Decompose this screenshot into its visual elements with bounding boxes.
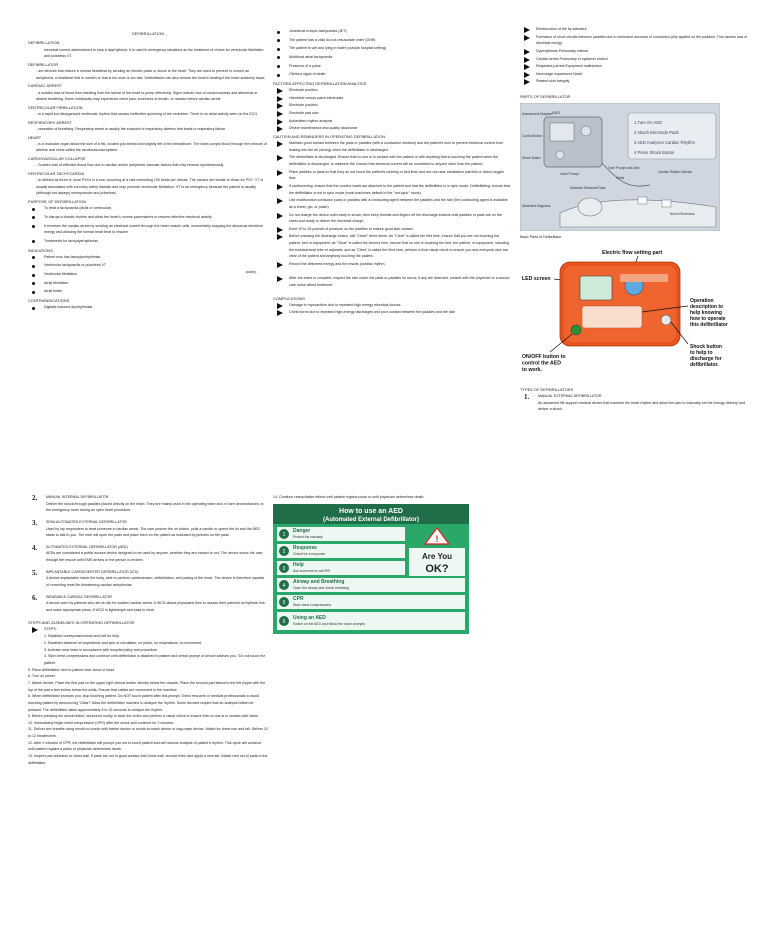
list-item: Do not charge the device until ready to shock; then keep thumbs and fingers off the discharge buttons until paddles or pads are on the chest and ready to deliver the electrical charge. [277, 212, 510, 225]
list-item: To treat a tachycardia (atrial or ventricular) [32, 205, 268, 212]
svg-text:5: 5 [282, 599, 286, 606]
list-item: Place paddles or pads so that they do not touch the patient's clothing or bed linen and are not near medication patches or direct oxygen flow. [277, 169, 510, 182]
list-item: It reverses the cardiac arrest by sending an electrical current through the heart muscle cells, momentarily stopping the abnormal electrical energy and allowing the normal heart beat to resume [32, 223, 268, 236]
step-14: 14. Continue resuscitative efforts until patient regains pulse or until physician determines death. [273, 495, 425, 499]
poster-step [277, 595, 465, 609]
list-item: Atrial flutter [32, 288, 268, 295]
text-respiratory-arrest: - cessation of breathing. Respiratory arrest is usually the endpoint of respiratory distress that leads to respiratory failure. [36, 126, 227, 131]
list-item: Dysrhythmias Pulmonary edema [524, 48, 750, 55]
type-number: 3. [32, 518, 38, 527]
diagram-label: Adhesive Electrode Pads [570, 186, 606, 191]
list-item: 1. Establish unresponsiveness and call for help. [44, 634, 120, 639]
poster-step [277, 561, 405, 575]
poster-step [277, 612, 465, 630]
diagram-step: 2 Attach Electrode Pads [634, 130, 679, 136]
on-off-button [571, 325, 581, 335]
list-item: Patient who has tachydysrhythmias [32, 254, 268, 261]
heading-contraindications: CONTRAINDICATIONS [28, 297, 70, 303]
list-item: Exert 20 to 25 pounds of pressure on the paddles to ensure good skin contact. [277, 226, 510, 233]
text-defibrillator: - are devices that restore a normal heartbeat by sending an electric pulse or shock to the heart. They are used to prevent or correct an arrhythmia, a heartbeat that is uneven or that is too slow or too fast. Defibrillators can also restore the heart's beating if the heart suddenly stops. [36, 69, 266, 80]
shock-button [661, 315, 671, 325]
pulse-fragment: pulse). [246, 269, 257, 274]
svg-text:Danger: Danger [293, 527, 311, 534]
complications-list-continued [520, 26, 750, 85]
caution-list [273, 140, 510, 268]
caption-basic-parts: Basic Parts of Defibrillator [520, 235, 562, 240]
callout-operation: Operation description to help knowing how to operate this defibrillator [690, 297, 728, 328]
steps-sub-list [28, 633, 268, 666]
svg-text:Switch on the AED and follow t: Switch on the AED and follow the voice prompts [293, 621, 365, 626]
list-item [32, 544, 268, 564]
factors-list [273, 87, 510, 132]
heading-defibrillation: DEFIBRILLATION [28, 40, 60, 46]
list-item: 8. When defibrillator prompts you, stop touching patient. Do NOT touch patient after this prompt. Direct rescuers or medical professionals to avoid touching patient by announcing "Clear!" Allow the defibrillator machine to analyze the rhythm. Some devices require that an analysis button be pressed. The defibrillator takes approximately 5 to 15 seconds to analyze the rhythm. [28, 694, 260, 712]
poster-step [277, 544, 405, 558]
heading-complications: COMPLICATIONS [273, 295, 305, 301]
diagram-label: Nerve Electrodes [670, 212, 695, 217]
list-item: The patient has a valid do-not-resuscitate order (DNR) [277, 37, 510, 44]
text-cardiac-arrest: - a sudden loss of blood flow resulting from the failure of the heart to pump effectively. Signs include loss of consciousness and abnormal or absent breathing. Some individuals may experience chest pain, shortness of breath, or nausea before cardiac arrest. [36, 90, 258, 102]
svg-text:CPR: CPR [293, 595, 304, 602]
heading-caution: CAUTION AND REMINDERS IN OPERATING DEFIBRILLATION [273, 133, 386, 139]
list-item: After the event is complete, inspect the skin under the pads or paddles for burns; if any are detected, consult with the physician or a wound care nurse about treatment. [277, 275, 510, 288]
diagram-label: Tone Prompt and Alert [608, 166, 640, 171]
svg-text:Start chest compressions: Start chest compressions [293, 602, 332, 607]
list-item: Atrial fibrillation [32, 280, 268, 287]
list-item [32, 519, 268, 539]
text-vf: - is a rapid but disorganized ventricular rhythm that causes ineffective quivering of the ventricles. There is no atrial activity seen on the ECG. [36, 112, 259, 117]
type-number: 2. [32, 494, 38, 502]
list-item: 4. Start chest compressions and continue until defibrillator is attached to patient and verbal prompt of device advises you, "Do not touch the patient. [44, 654, 266, 666]
complications-list [273, 302, 510, 316]
list-item: The defibrillator is discharged. Ensure that no one is in contact with the patient or with anything that is touching the patient when the defibrillator is discharged, to minimize the chance that electrical current will be conducted to anyone other than the patient. [277, 154, 510, 167]
svg-text:Response: Response [293, 544, 317, 551]
type-desc: A device implantable inside the body, able to perform cardioversion, defibrillation, and pacing of the heart. The device is therefore capable of correcting most life-threatening cardiac arrhythmias. [46, 576, 265, 588]
heading-purpose: PURPOSE OF DEFIBRILLATION [28, 199, 86, 205]
diagram-label: Voice Prompt [560, 172, 579, 177]
diagram-label: Cardiac Rhythm Monitor [658, 170, 693, 175]
page2-column-2 [273, 494, 510, 637]
type-desc: A device worn by patients who are at risk for sudden cardiac arrest. A WCD allows physicians time to assess their patient's arrhythmic risk and make appropriate plans. A WCD is lightweight and easy to wear. [46, 601, 265, 612]
list-item: Junctional ectopic tachycardia (JET) [277, 28, 510, 35]
type-desc: Used by lay responders to treat someone in cardiac arrest. The user pushes the on button, pulls a handle or opens the lid and the AED starts to talk to you. The user will open the pads and place them on the patient as indicated by pictures on the pads. [46, 526, 260, 538]
text-defibrillation: electrical current administered to stop a dysrhythmia. It is used in emergency situations as the treatment of choice for ventricular fibrillation and pulseless VT. [44, 47, 264, 59]
heading-parts: PARTS OF DEFIBRILLATOR [520, 94, 571, 100]
aed-parts-diagram [520, 103, 720, 231]
heading-cardiac-arrest: CARDIAC ARREST [28, 83, 63, 89]
type-name: SEMI-AUTOMATED EXTERNAL DEFIBRILLATOR [46, 519, 127, 524]
list-item: Damage to myocardium due to repeated high energy electrical shocks [277, 302, 510, 309]
list-item: Use multifunction conductor pads or paddles with a conducting agent between the paddles and the skin (the conducting agent is available as a sheet, gel, or paste). [277, 197, 510, 210]
callout-onoff: ON/OFF button to control the AED to work. [522, 353, 566, 372]
poster-step [277, 578, 465, 592]
svg-text:!: ! [435, 533, 439, 544]
steps-label: STEPS: [32, 626, 268, 633]
callout-flow: Electric flow setting part [602, 249, 663, 256]
led-screen [580, 276, 612, 300]
diagram-label: Control Button [522, 134, 543, 139]
diagram-step: 4 Press Shock Button [634, 150, 675, 156]
list-item: Electrocution of the by-standers [524, 26, 750, 33]
contraindications-list [28, 304, 268, 311]
list-item: Electrode position [277, 102, 510, 109]
types-list [520, 393, 750, 413]
list-item: 6. Turn on power [28, 674, 55, 679]
column-1 [28, 30, 268, 313]
heading-steps-guidelines: STEPS AND GUIDELINES IN OPERATING DEFIBRILLATOR [28, 619, 135, 625]
type-number: 1. [524, 393, 530, 402]
type-number: 6. [32, 593, 38, 602]
type-name: IMPLANTABLE CARDIOVERTER DEFIBRILLATOR (ICD) [46, 569, 139, 574]
heading-vt: VENTRICULAR TACHYCARDIA [28, 170, 85, 176]
aed-how-to-poster [273, 504, 469, 634]
type-name: AUTOMATED EXTERNAL DEFIBRILLATOR (AED) [46, 544, 128, 549]
text-cardiovascular-collapse: - Sudden loss of effective blood flow due to cardiac and/or peripheral vascular factors that may reverse spontaneously. [36, 163, 225, 168]
diagram-label: Cable [616, 176, 625, 181]
list-item: 5. Place defibrillator next to patient near chest or head. [28, 667, 116, 672]
type-number: 5. [32, 568, 38, 577]
list-item: To disrupt a chaotic rhythm and allow the heart's normal pacemakers to resume effective electrical activity [32, 214, 268, 221]
list-item: 12. After 2 minutes of CPR, the defibrillator will prompt you not to touch patient and will resume analysis of patient's rhythm. This cycle will continue until patient regains a pulse or physician determines death. [28, 740, 262, 752]
list-item: Respiratory arrest Equipment malfunction [524, 63, 750, 70]
list-item: 7. Attach device. Place the first pad on the upper right sternal border directly below the clavicle. Place the second pad lateral to the left nipple with the top of the pad a few inches below the axilla. Ensure that cables are connected to the machine. [28, 680, 266, 692]
list-item: 3. Activate code team in accordance with hospital policy and procedure. [44, 647, 158, 652]
heading-indications: INDICATIONS [28, 247, 53, 253]
list-item: Automated rhythm analysis [277, 118, 510, 125]
diagram-label: AED [552, 110, 561, 116]
svg-text:Help: Help [293, 561, 304, 568]
heading-vf: VENTRICULAR FIBRILLATION [28, 104, 83, 110]
callout-led: LED screen [522, 275, 551, 282]
svg-text:6: 6 [282, 618, 286, 625]
list-item: Electrode position [277, 87, 510, 94]
svg-text:Protect the casualty: Protect the casualty [293, 534, 323, 539]
list-item: Ventricular fibrillation [32, 271, 268, 278]
list-item: Neurologic impairment Death [524, 71, 750, 78]
list-item: 9. Before pressing the shock button, announce loudly to clear the victim and perform a visual check to ensure that no one is in contact with victim. [28, 714, 260, 719]
svg-text:1: 1 [282, 531, 286, 538]
diagram-step: 1 Turn On AED [634, 120, 663, 126]
list-item: 2. Establish absence of respirations and lack of circulation: no pulse, no respirations, no movement. [44, 641, 203, 646]
heading-defibrillator: DEFIBRILLATOR [28, 61, 59, 67]
svg-text:Ask someone to call 999: Ask someone to call 999 [293, 568, 330, 573]
list-item: Related skin integrity [524, 78, 750, 85]
type-desc: AEDs are considered a public access device designed to be used by anyone, whether they are trained or not. The device works the user through the rescue until EMS arrives or the person is revived. [46, 551, 263, 563]
svg-text:3: 3 [282, 565, 286, 572]
type-name: MANUAL EXTERNAL DEFIBRILLATOR [538, 394, 602, 399]
svg-text:Using an AED: Using an AED [293, 614, 326, 621]
svg-text:2: 2 [282, 548, 286, 555]
list-item: Formation of short circuits between paddles due to excessive amounts of conduction jelly applied on the paddles. This causes loss of electrical energy [524, 34, 750, 47]
list-item: The patient is wet and lying in water (outside hospital setting) [277, 45, 510, 52]
purpose-list [28, 205, 268, 244]
aed-device-photo [520, 244, 748, 372]
diagram-label: Shock Button [522, 156, 541, 161]
list-item: Before pressing the discharge button, call "Clear!" three times. As "Clear" is called the first time, ensure that you are not touching the patient, bed or equipment; as "Clear" is called the second time, ensure that no one is touching the bed, the patient, or equipment, including the endotracheal tube or adjuncts; and as "Clear" is called the third time, perform a final visual check to ensure you and everyone else are clear of the patient and anything touching the patient. [277, 233, 510, 260]
type-name: WEARABLE CARDIAC DEFIBRILLATOR [46, 594, 112, 599]
poster-step [277, 527, 405, 541]
list-item: Presence of a pulse [277, 63, 510, 70]
list-item: Treatments for tachydysrhythmias [32, 238, 268, 245]
svg-text:4: 4 [282, 582, 286, 589]
diagram-label: Illustrated Diagrams [522, 204, 551, 209]
column-3 [520, 26, 750, 418]
type-number: 4. [32, 543, 38, 552]
type-desc: Deliver the shock through paddles placed directly on the heart. They are mainly used in the operating team and, in rare circumstances, in the emergency room during an open heart procedure. [46, 501, 264, 513]
list-item: If cardioverting, ensure that the monitor leads are attached to the patient and that the defibrillator is in sync mode. Defibrillating, ensure that the defibrillator is not in sync mode (most machines default to the "not-sync" mode). [277, 183, 510, 196]
indications-list [28, 254, 268, 295]
diagram-step: 3 AED Analyzes Cardiac Rhythm [634, 140, 695, 146]
svg-text:Airway and Breathing: Airway and Breathing [293, 578, 345, 585]
list-item [32, 494, 268, 514]
type-name: MANUAL INTERNAL DEFIBRILLATOR [46, 495, 109, 499]
list-item: Record the delivered energy and the results (cardiac rhythm, [277, 261, 510, 268]
svg-text:Open the airway and check brea: Open the airway and check breathing [293, 585, 350, 590]
column-2 [246, 28, 510, 317]
heading-types: TYPES OF DEFIBRILLATORS [520, 386, 574, 392]
steps-main-list [28, 667, 268, 767]
type-desc: An advanced life support medical device that monitors the heart rhythm and allow the user to manually set the energy delivery and deliver a shock. [538, 400, 745, 412]
callout-shock: Shock button to help to discharge for defibrillator. [690, 343, 722, 368]
list-item: Handheld versus patch electrodes [277, 95, 510, 102]
list-item [32, 569, 268, 589]
heading-factors: FACTORS AFFECTING DEFIBRILLATION ANALYSIS [273, 80, 367, 86]
list-item: 13. Inspect pad adhesion to chest wall. If pads are not in good contact with chest wall, remove them and apply a new set. Attach new set of pads to the defibrillator. [28, 754, 268, 765]
diagram-label: Assessment Diagram [522, 112, 553, 117]
list-item: Electrode pad size [277, 110, 510, 117]
list-item: Cardiac arrest Pulmonary or systemic emboli [524, 56, 750, 63]
list-item: Ventricular tachycardia or pulseless VT [32, 262, 268, 269]
list-item: 10. Immediately begin chest compression (CPR) after the shock and continue for 2 minutes. [28, 720, 175, 725]
svg-text:Check for a response: Check for a response [293, 551, 326, 556]
list-item [524, 393, 750, 413]
list-item: 11. Deliver two breaths using mouth-to-mouth with barrier device or mouth-to-mask device or bag-mask device. Watch for chest rise and fall. Deliver 10 to 12 breaths/min. [28, 727, 268, 739]
list-item [32, 594, 268, 614]
list-item: Digitalis induced dysrhythmias [32, 304, 268, 311]
heading-heart: HEART [28, 134, 42, 140]
list-item: Maintain good contact between the pads or paddles (with a conductive medium) and the patient's skin to prevent electrical current from leaking into the air (arcing) when the defibrillator is discharged. [277, 140, 510, 153]
text-vt: - is defined as three or more PVCs in a row, occurring at a rate exceeding 100 beats per minute. The causes are similar to those for PVC. VT is usually associated with coronary artery disease and may precede ventricular fibrillation. VT is an emergency because the patient is usually (although not always) unresponsive and pulseless. [36, 178, 264, 196]
poster-title: How to use an AED [339, 507, 403, 515]
poster-are-you: Are You [422, 551, 452, 561]
list-item: Obvious signs of death [277, 71, 510, 78]
page2-column-1 [28, 494, 268, 766]
poster-ok: OK? [425, 562, 449, 575]
operation-panel [582, 306, 642, 328]
document-page-2 [0, 486, 768, 932]
contraindications-list-continued [273, 28, 510, 78]
list-item: Chest burns due to repeated high-energy discharges and poor contact between the paddles and the skin [277, 309, 510, 316]
list-item: Device maintenance and quality assurance [277, 125, 510, 132]
caution-list-end [273, 275, 510, 288]
types-list-continued [28, 494, 268, 614]
document-title: DEFIBRILLATION [131, 31, 165, 36]
poster-subtitle: (Automated External Defibrillator) [322, 516, 420, 523]
heading-respiratory-arrest: RESPIRATORY ARREST [28, 119, 73, 125]
heading-cardiovascular-collapse: CARDIOVASCULAR COLLAPSE [28, 156, 86, 162]
text-heart: - is a muscular organ about the size of a fist, located just behind and slightly left of the breastbone. The heart pumps blood through the network of arteries and veins called the cardiovascular system. [36, 141, 267, 153]
list-item: Multifocal atrial tachycardia [277, 54, 510, 61]
steps-label-list [28, 626, 268, 633]
